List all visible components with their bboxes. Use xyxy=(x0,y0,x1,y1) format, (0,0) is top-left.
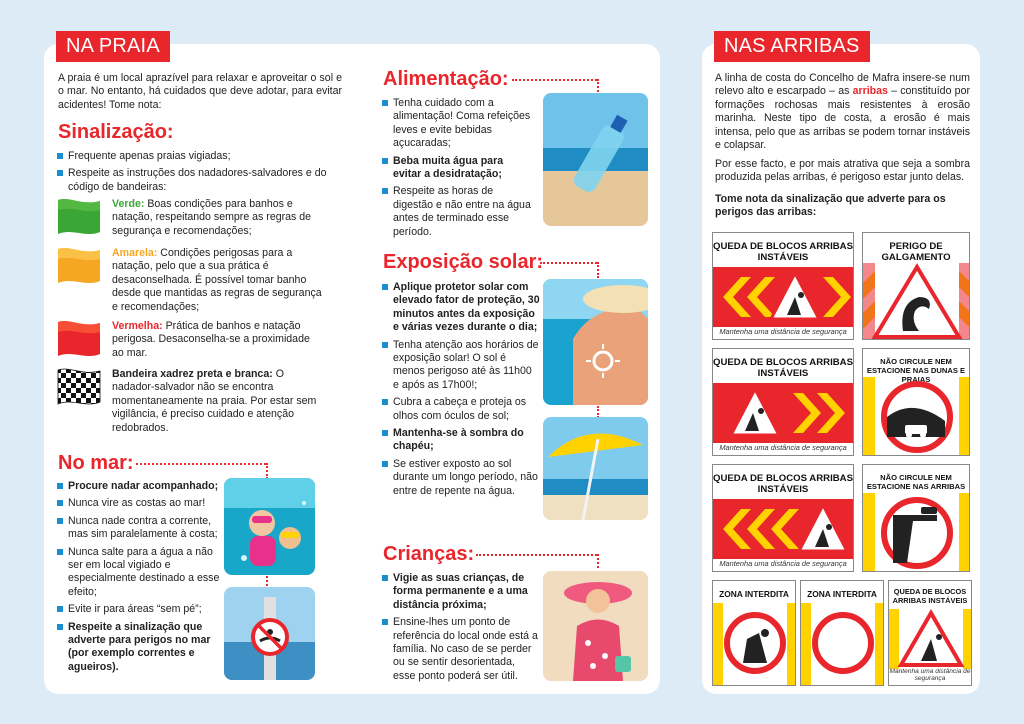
sign-footer: Mantenha uma distância de segurança xyxy=(719,443,847,452)
sign-title: QUEDA DE BLOCOS ARRIBAS INSTÁVEIS xyxy=(713,473,854,495)
flag-name: Verde: xyxy=(112,198,145,210)
criancas-list xyxy=(382,572,540,687)
list-item: Mantenha-se à sombra do chapéu; xyxy=(382,427,540,454)
flag-name: Vermelha: xyxy=(112,320,163,332)
dotted-connector xyxy=(597,262,599,278)
wave-danger-sign-icon xyxy=(863,263,970,340)
heading-no-mar: No mar: xyxy=(58,452,134,474)
sign-falling-rocks-small xyxy=(888,580,972,686)
sign-falling-rocks-2 xyxy=(712,348,854,456)
water-bottle-photo xyxy=(543,93,648,226)
beach-umbrella-image xyxy=(543,417,648,520)
list-item: Respeite a sinalização que adverte para perigos no mar (por exemplo correntes e agueiros). xyxy=(57,621,222,675)
flag-description: Condições perigosas para a natação, pelo que a sua prática é desaconselhada. É possível tomar banho desde que mantidas as regras de segurança e recomendações; xyxy=(112,247,322,313)
list-item: Frequente apenas praias vigiadas; xyxy=(57,150,342,163)
falling-rocks-sign-icon xyxy=(889,609,972,669)
no-swimming-sign-image xyxy=(224,587,315,680)
sign-forbidden-zone-1 xyxy=(712,580,796,686)
sign-title: PERIGO DE GALGAMENTO xyxy=(881,241,951,263)
yellow-flag-icon xyxy=(56,247,102,287)
dotted-connector xyxy=(136,463,266,465)
sign-falling-rocks-3 xyxy=(712,464,854,572)
list-item: Ensine-lhes um ponto de referência do local onde está a família. No caso de se perder ou se sentir desorientada, esse ponto poderá ser útil. xyxy=(382,616,540,683)
dotted-connector xyxy=(512,79,597,81)
dotted-connector xyxy=(266,576,268,586)
sign-footer: Mantenha uma distância de segurança xyxy=(719,559,847,568)
highlight-arribas: arribas xyxy=(852,85,888,98)
sign-footer: Mantenha uma distância de segurança xyxy=(889,668,971,682)
list-item: Vigie as suas crianças, de forma permanente e a uma distância próxima; xyxy=(382,572,540,612)
no-mar-list xyxy=(57,480,222,678)
dotted-connector xyxy=(476,554,597,556)
water-bottle-image xyxy=(543,93,648,226)
heading-exposicao-solar: Exposição solar: xyxy=(383,251,544,273)
list-item: Beba muita água para evitar a desidratação; xyxy=(382,155,534,182)
sign-no-driving-cliffs xyxy=(862,464,970,572)
heading-sinalizacao: Sinalização: xyxy=(58,121,174,143)
flag-description: O nadador-salvador não se encontra momentaneamente na praia. Por estar sem vigilância, é preciso cuidado e atenção redobrados. xyxy=(112,368,317,434)
list-item: Evite ir para áreas “sem pé”; xyxy=(57,603,222,616)
list-item: Nunca vire as costas ao mar! xyxy=(57,497,222,510)
forbidden-zone-rockfall-icon xyxy=(713,603,796,686)
section-tag-nas-arribas: NAS ARRIBAS xyxy=(714,31,870,62)
red-flag-icon xyxy=(56,320,102,360)
heading-alimentacao: Alimentação: xyxy=(383,68,509,90)
checkered-flag-icon xyxy=(56,368,102,408)
list-item: Procure nadar acompanhado; xyxy=(57,480,222,493)
falling-rocks-sign-icon xyxy=(713,267,854,327)
arribas-danger-paragraph: Por esse facto, e por mais atrativa que seja a sombra produzida pelas arribas, é perigoso estar junto delas. xyxy=(715,158,970,184)
flag-name: Bandeira xadrez preta e branca: xyxy=(112,368,273,380)
green-flag-icon xyxy=(56,198,102,238)
sign-title: QUEDA DE BLOCOS ARRIBAS INSTÁVEIS xyxy=(713,357,854,379)
text-run: – constituído por formações rochosas mais resistentes à erosão marinha. Neste tipo de costa, a erosão é mais intensa, pelo que as arribas se podem tornar instáveis e colapsar. xyxy=(715,85,970,152)
list-item: Nunca nade contra a corrente, mas sim paralelamente à costa; xyxy=(57,515,222,542)
car-on-cliff-sign-icon xyxy=(863,493,970,572)
list-item: Tenha atenção aos horários de exposição solar! O sol é menos perigoso até às 11h00 e após as 17h00!; xyxy=(382,339,540,393)
alimentacao-list xyxy=(382,97,534,243)
umbrella-photo xyxy=(543,417,648,520)
arribas-note: Tome nota da sinalização que adverte para os perigos das arribas: xyxy=(715,193,946,219)
falling-rocks-sign-icon xyxy=(713,499,854,559)
sign-forbidden-zone-2 xyxy=(800,580,884,686)
sign-title: NÃO CIRCULE NEM ESTACIONE NAS ARRIBAS xyxy=(866,473,966,491)
falling-rocks-sign-icon xyxy=(713,383,854,443)
dotted-connector xyxy=(540,262,597,264)
sign-title: QUEDA DE BLOCOS ARRIBAS INSTÁVEIS xyxy=(713,241,854,263)
list-item: Respeite as horas de digestão e não entre na água antes de terminado esse período. xyxy=(382,185,534,239)
sign-no-driving-dunes xyxy=(862,348,970,456)
list-item: Nunca salte para a água a não ser em local vigiado e especialmente destinado a esse efeito; xyxy=(57,546,222,600)
flag-description: Boas condições para banhos e natação, respeitando sempre as regras de segurança e recomendações; xyxy=(112,198,312,237)
list-item: Aplique protetor solar com elevado fator de proteção, 30 minutos antes da exposição e várias vezes durante o dia; xyxy=(382,281,540,335)
sign-title: ZONA INTERDITA xyxy=(719,589,789,599)
dotted-connector xyxy=(266,463,268,479)
snorkel-image xyxy=(224,478,315,575)
sign-title: NÃO CIRCULE NEM ESTACIONE NAS DUNAS E PRAIAS xyxy=(866,357,966,384)
flag-description: Prática de banhos e natação perigosa. Desaconselha-se a proximidade ao mar. xyxy=(112,320,310,359)
dotted-connector xyxy=(597,554,599,568)
dotted-connector xyxy=(597,79,599,92)
sunscreen-photo xyxy=(543,279,648,405)
sign-falling-rocks xyxy=(712,232,854,340)
sign-title: ZONA INTERDITA xyxy=(807,589,877,599)
text-run: A linha de costa do Concelho de Mafra insere-se num relevo alto e escarpado – as xyxy=(715,72,970,98)
sinalizacao-list xyxy=(57,150,342,198)
arribas-paragraph xyxy=(715,72,970,152)
list-item: Cubra a cabeça e proteja os olhos com óculos de sol; xyxy=(382,396,540,423)
exposicao-list xyxy=(382,281,540,502)
section-tag-na-praia: NA PRAIA xyxy=(56,31,170,62)
heading-criancas: Crianças: xyxy=(383,543,475,565)
list-item: Se estiver exposto ao sol durante um longo período, não entre de repente na água. xyxy=(382,458,540,498)
sign-footer: Mantenha uma distância de segurança xyxy=(719,327,847,336)
list-item: Tenha cuidado com a alimentação! Coma refeições leves e evite bebidas açucaradas; xyxy=(382,97,534,151)
snorkel-photo xyxy=(224,478,315,575)
sign-overtopping xyxy=(862,232,970,340)
sign-photo xyxy=(224,587,315,680)
sunscreen-image xyxy=(543,279,648,405)
child-on-beach-image xyxy=(543,571,648,681)
no-vehicles-sign-icon xyxy=(863,377,970,456)
list-item: Respeite as instruções dos nadadores-salvadores e do código de bandeiras: xyxy=(57,167,342,194)
forbidden-zone-icon xyxy=(801,603,884,686)
flag-name: Amarela: xyxy=(112,247,158,259)
child-photo xyxy=(543,571,648,681)
sign-title: QUEDA DE BLOCOS ARRIBAS INSTÁVEIS xyxy=(892,587,968,605)
intro-paragraph: A praia é um local aprazível para relaxar e aproveitar o sol e o mar. No entanto, há cuidados que deve adotar, para evitar acidentes! Tome nota: xyxy=(58,72,342,111)
